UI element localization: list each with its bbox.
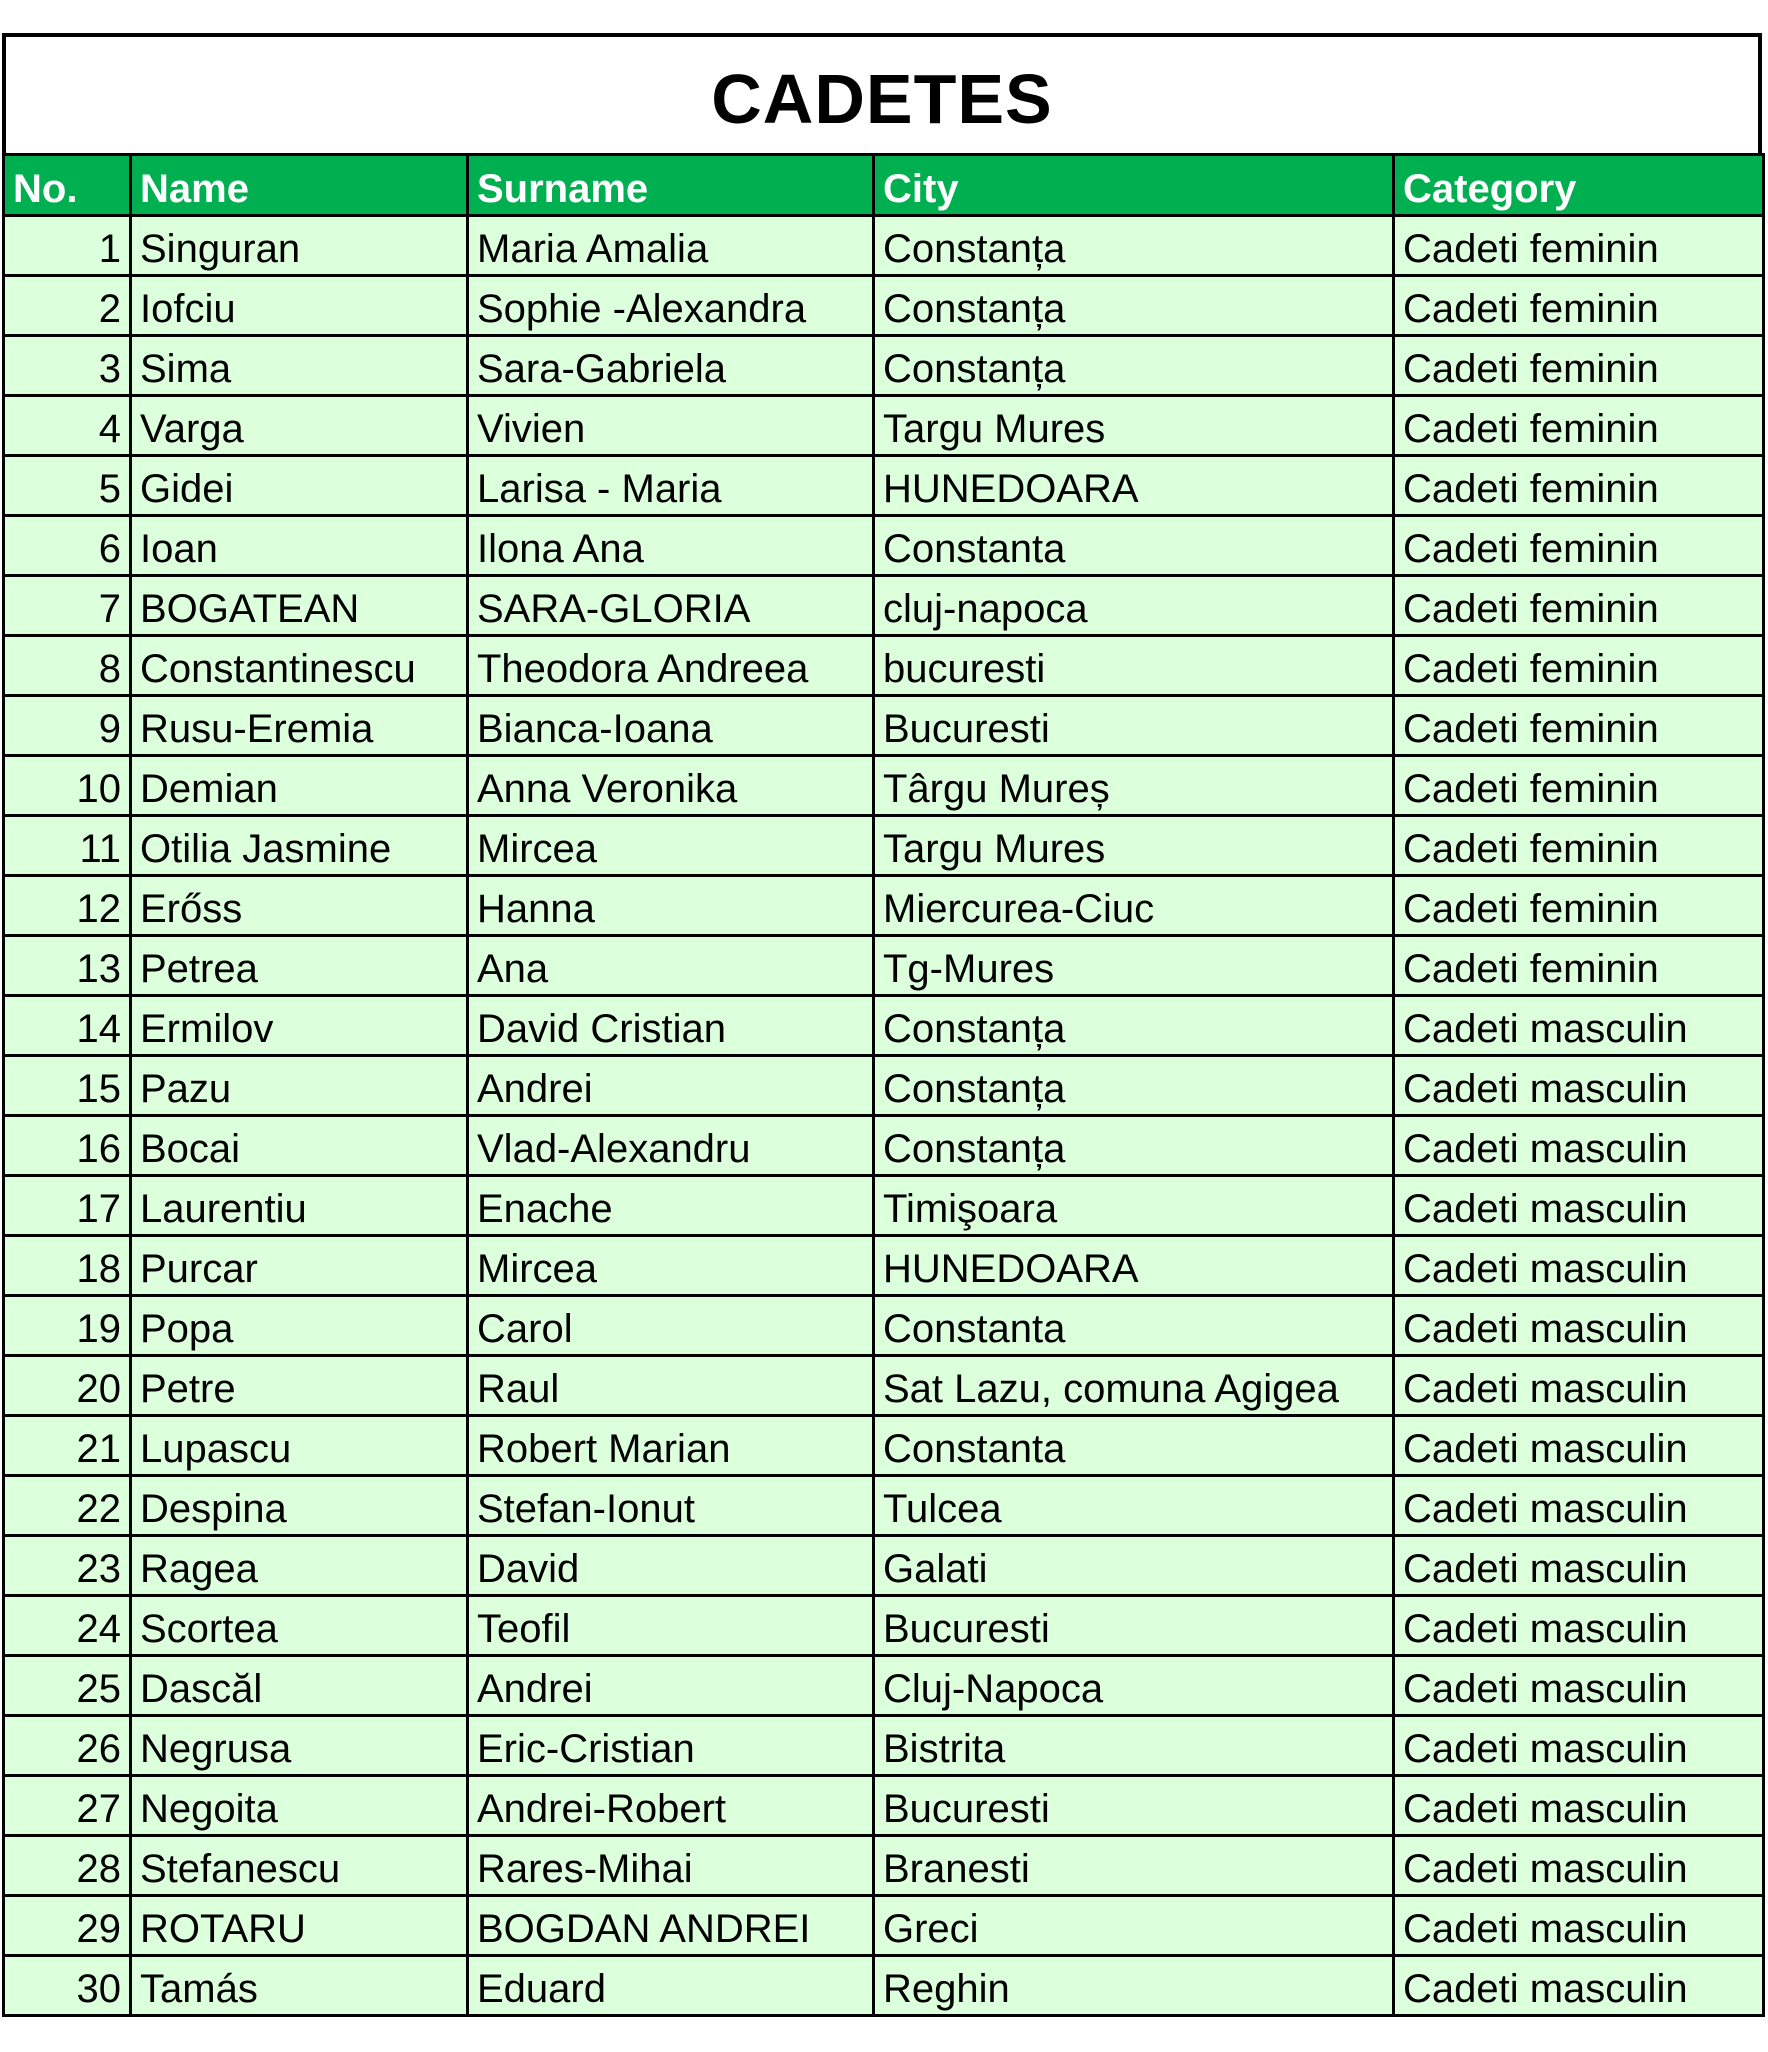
cell-surname: David Cristian [468,996,874,1056]
cell-name: Bocai [131,1116,468,1176]
header-city: City [874,155,1394,216]
table-row [4,756,1764,816]
table-row [4,1536,1764,1596]
cell-no: 17 [4,1176,131,1236]
cell-city: Timişoara [874,1176,1394,1236]
cell-name: Singuran [131,216,468,276]
cell-no: 7 [4,576,131,636]
cell-no: 21 [4,1416,131,1476]
spreadsheet [2,33,1762,2017]
cell-surname: Eric-Cristian [468,1716,874,1776]
cell-no: 30 [4,1956,131,2016]
cell-surname: Andrei [468,1056,874,1116]
cell-no: 20 [4,1356,131,1416]
cell-category: Cadeti masculin [1394,1836,1764,1896]
cell-category: Cadeti feminin [1394,816,1764,876]
table-row [4,216,1764,276]
table-row [4,576,1764,636]
cell-name: Varga [131,396,468,456]
cell-city: Bistrita [874,1716,1394,1776]
header-no: No. [4,155,131,216]
cell-city: Galati [874,1536,1394,1596]
cell-category: Cadeti masculin [1394,1656,1764,1716]
cell-category: Cadeti feminin [1394,336,1764,396]
cell-name: BOGATEAN [131,576,468,636]
cell-city: Targu Mures [874,816,1394,876]
cell-name: Constantinescu [131,636,468,696]
cell-surname: Andrei-Robert [468,1776,874,1836]
cell-category: Cadeti masculin [1394,1356,1764,1416]
table-row [4,1236,1764,1296]
cell-surname: Bianca-Ioana [468,696,874,756]
cell-no: 12 [4,876,131,936]
cell-category: Cadeti masculin [1394,1176,1764,1236]
cell-category: Cadeti feminin [1394,456,1764,516]
cell-surname: BOGDAN ANDREI [468,1896,874,1956]
cell-name: Ragea [131,1536,468,1596]
cell-surname: David [468,1536,874,1596]
cell-surname: Mircea [468,816,874,876]
cell-name: Ioan [131,516,468,576]
cell-category: Cadeti masculin [1394,996,1764,1056]
table-row [4,1356,1764,1416]
cell-surname: Maria Amalia [468,216,874,276]
cell-category: Cadeti feminin [1394,876,1764,936]
cell-surname: Larisa - Maria [468,456,874,516]
table-row [4,1716,1764,1776]
table-row [4,1596,1764,1656]
cell-category: Cadeti feminin [1394,576,1764,636]
table-body [4,216,1764,2016]
cell-surname: Ana [468,936,874,996]
cell-name: Lupascu [131,1416,468,1476]
cell-name: Demian [131,756,468,816]
header-name: Name [131,155,468,216]
cell-no: 27 [4,1776,131,1836]
cell-no: 15 [4,1056,131,1116]
cell-no: 9 [4,696,131,756]
cell-category: Cadeti feminin [1394,276,1764,336]
table-row [4,1176,1764,1236]
cell-surname: Robert Marian [468,1416,874,1476]
cell-no: 11 [4,816,131,876]
cell-city: Tg-Mures [874,936,1394,996]
cell-surname: Andrei [468,1656,874,1716]
cell-no: 16 [4,1116,131,1176]
cell-no: 28 [4,1836,131,1896]
table-row [4,1476,1764,1536]
cell-city: HUNEDOARA [874,456,1394,516]
table-row [4,1416,1764,1476]
cell-name: Dascăl [131,1656,468,1716]
table-row [4,996,1764,1056]
table-row [4,1776,1764,1836]
cell-city: Bucuresti [874,1596,1394,1656]
cell-city: Bucuresti [874,696,1394,756]
cell-name: Gidei [131,456,468,516]
cell-surname: Carol [468,1296,874,1356]
cell-surname: Sara-Gabriela [468,336,874,396]
cell-name: Sima [131,336,468,396]
cell-no: 13 [4,936,131,996]
cell-city: Constanta [874,1416,1394,1476]
table-row [4,456,1764,516]
cell-no: 2 [4,276,131,336]
cell-name: Stefanescu [131,1836,468,1896]
header-category: Category [1394,155,1764,216]
cell-name: Purcar [131,1236,468,1296]
cell-city: Tulcea [874,1476,1394,1536]
cell-city: Constanta [874,516,1394,576]
cell-category: Cadeti feminin [1394,696,1764,756]
table-row [4,396,1764,456]
cell-category: Cadeti masculin [1394,1116,1764,1176]
page-title: CADETES [711,60,1053,138]
table-row [4,1836,1764,1896]
cell-no: 18 [4,1236,131,1296]
cell-surname: Vivien [468,396,874,456]
cell-city: Reghin [874,1956,1394,2016]
cell-category: Cadeti masculin [1394,1896,1764,1956]
cell-surname: Eduard [468,1956,874,2016]
table-row [4,936,1764,996]
cell-no: 1 [4,216,131,276]
cell-category: Cadeti feminin [1394,216,1764,276]
cell-category: Cadeti feminin [1394,936,1764,996]
cell-name: Rusu-Eremia [131,696,468,756]
header-row [4,155,1764,216]
cell-surname: SARA-GLORIA [468,576,874,636]
cell-surname: Theodora Andreea [468,636,874,696]
cell-no: 6 [4,516,131,576]
cell-surname: Stefan-Ionut [468,1476,874,1536]
cell-surname: Rares-Mihai [468,1836,874,1896]
cell-city: Cluj-Napoca [874,1656,1394,1716]
cell-no: 22 [4,1476,131,1536]
cell-no: 5 [4,456,131,516]
cell-surname: Vlad-Alexandru [468,1116,874,1176]
cell-no: 19 [4,1296,131,1356]
cell-name: Tamás [131,1956,468,2016]
table-row [4,516,1764,576]
cell-city: Branesti [874,1836,1394,1896]
cell-city: Bucuresti [874,1776,1394,1836]
table-row [4,1896,1764,1956]
cell-no: 3 [4,336,131,396]
cell-name: Negoita [131,1776,468,1836]
cell-surname: Hanna [468,876,874,936]
table-row [4,1656,1764,1716]
cell-surname: Teofil [468,1596,874,1656]
cell-category: Cadeti masculin [1394,1956,1764,2016]
cell-name: Petre [131,1356,468,1416]
table-row [4,816,1764,876]
table-row [4,1116,1764,1176]
cell-name: Ermilov [131,996,468,1056]
cell-city: Constanța [874,216,1394,276]
cell-name: Scortea [131,1596,468,1656]
cell-city: Targu Mures [874,396,1394,456]
table-row [4,876,1764,936]
cell-name: Popa [131,1296,468,1356]
cell-no: 10 [4,756,131,816]
cell-city: Constanta [874,1296,1394,1356]
cell-category: Cadeti masculin [1394,1536,1764,1596]
cell-name: Negrusa [131,1716,468,1776]
participants-table [2,153,1765,2017]
cell-no: 23 [4,1536,131,1596]
cell-category: Cadeti masculin [1394,1476,1764,1536]
cell-name: Despina [131,1476,468,1536]
cell-city: Constanța [874,1116,1394,1176]
cell-no: 24 [4,1596,131,1656]
cell-city: Constanța [874,1056,1394,1116]
cell-no: 29 [4,1896,131,1956]
cell-name: Petrea [131,936,468,996]
cell-no: 26 [4,1716,131,1776]
cell-no: 14 [4,996,131,1056]
cell-city: Constanța [874,996,1394,1056]
cell-category: Cadeti masculin [1394,1716,1764,1776]
header-surname: Surname [468,155,874,216]
cell-category: Cadeti masculin [1394,1596,1764,1656]
cell-category: Cadeti masculin [1394,1776,1764,1836]
table-row [4,696,1764,756]
cell-category: Cadeti masculin [1394,1296,1764,1356]
cell-surname: Anna Veronika [468,756,874,816]
cell-city: cluj-napoca [874,576,1394,636]
cell-city: Constanța [874,276,1394,336]
table-row [4,636,1764,696]
cell-name: Iofciu [131,276,468,336]
cell-city: Greci [874,1896,1394,1956]
cell-no: 8 [4,636,131,696]
table-row [4,1956,1764,2016]
cell-city: bucuresti [874,636,1394,696]
cell-surname: Sophie -Alexandra [468,276,874,336]
cell-surname: Raul [468,1356,874,1416]
cell-city: Constanța [874,336,1394,396]
title-banner [2,33,1762,153]
cell-city: Târgu Mureș [874,756,1394,816]
cell-name: Otilia Jasmine [131,816,468,876]
cell-surname: Ilona Ana [468,516,874,576]
cell-name: Erőss [131,876,468,936]
cell-no: 4 [4,396,131,456]
table-row [4,276,1764,336]
table-row [4,1056,1764,1116]
cell-name: Pazu [131,1056,468,1116]
cell-city: Sat Lazu, comuna Agigea [874,1356,1394,1416]
cell-category: Cadeti feminin [1394,756,1764,816]
cell-city: HUNEDOARA [874,1236,1394,1296]
table-row [4,336,1764,396]
table-row [4,1296,1764,1356]
cell-city: Miercurea-Ciuc [874,876,1394,936]
cell-category: Cadeti masculin [1394,1416,1764,1476]
cell-no: 25 [4,1656,131,1716]
cell-name: Laurentiu [131,1176,468,1236]
cell-surname: Enache [468,1176,874,1236]
cell-category: Cadeti masculin [1394,1236,1764,1296]
cell-category: Cadeti feminin [1394,516,1764,576]
cell-category: Cadeti feminin [1394,636,1764,696]
cell-surname: Mircea [468,1236,874,1296]
cell-category: Cadeti masculin [1394,1056,1764,1116]
cell-category: Cadeti feminin [1394,396,1764,456]
cell-name: ROTARU [131,1896,468,1956]
